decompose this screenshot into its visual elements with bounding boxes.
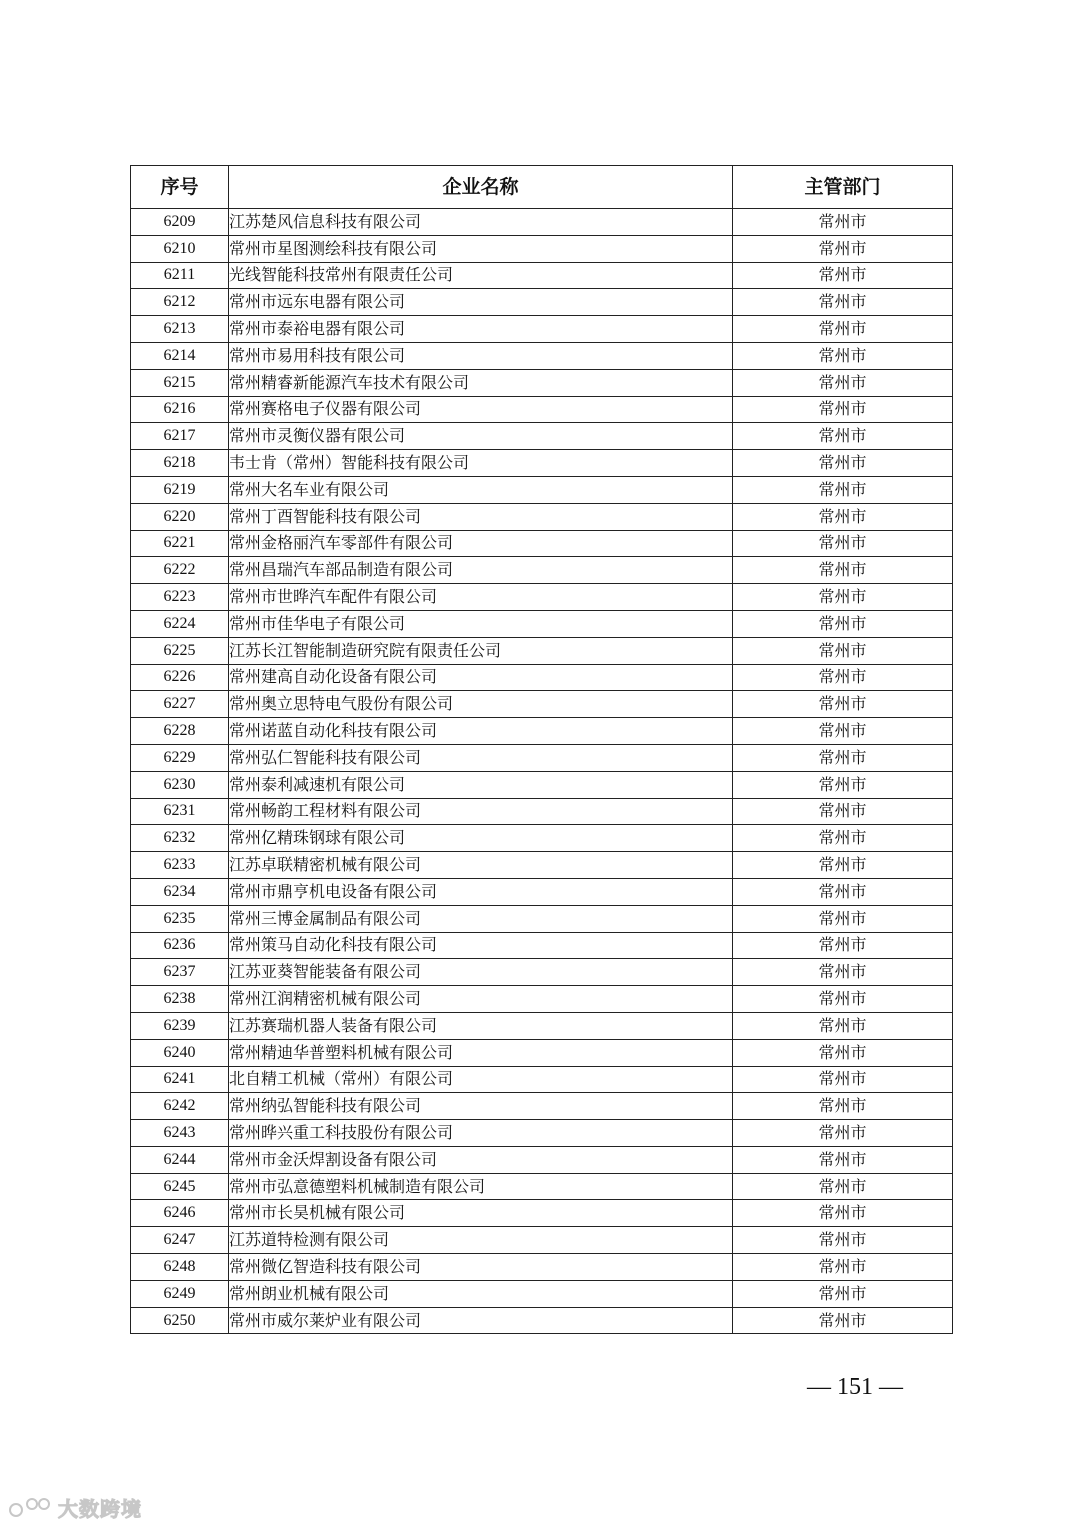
table-row bbox=[131, 584, 953, 611]
serial-number-cell: 6242 bbox=[131, 1093, 229, 1120]
serial-number-cell: 6214 bbox=[131, 342, 229, 369]
table-row bbox=[131, 718, 953, 745]
enterprise-name-cell: 常州丁酉智能科技有限公司 bbox=[229, 503, 733, 530]
department-cell: 常州市 bbox=[733, 1173, 953, 1200]
department-cell: 常州市 bbox=[733, 289, 953, 316]
department-cell: 常州市 bbox=[733, 342, 953, 369]
enterprise-name-cell: 常州建高自动化设备有限公司 bbox=[229, 664, 733, 691]
table-row bbox=[131, 1227, 953, 1254]
department-cell: 常州市 bbox=[733, 1280, 953, 1307]
table-row bbox=[131, 1280, 953, 1307]
enterprise-name-cell: 常州市易用科技有限公司 bbox=[229, 342, 733, 369]
enterprise-table bbox=[130, 165, 953, 1334]
table-row bbox=[131, 450, 953, 477]
department-cell: 常州市 bbox=[733, 1066, 953, 1093]
department-cell: 常州市 bbox=[733, 610, 953, 637]
department-cell: 常州市 bbox=[733, 1120, 953, 1147]
serial-number-cell: 6239 bbox=[131, 1012, 229, 1039]
enterprise-name-cell: 常州江润精密机械有限公司 bbox=[229, 986, 733, 1013]
department-cell: 常州市 bbox=[733, 852, 953, 879]
department-cell: 常州市 bbox=[733, 959, 953, 986]
department-cell: 常州市 bbox=[733, 1093, 953, 1120]
serial-number-cell: 6221 bbox=[131, 530, 229, 557]
serial-number-cell: 6232 bbox=[131, 825, 229, 852]
table-row bbox=[131, 235, 953, 262]
table-row bbox=[131, 209, 953, 236]
enterprise-name-cell: 常州策马自动化科技有限公司 bbox=[229, 932, 733, 959]
serial-number-cell: 6244 bbox=[131, 1146, 229, 1173]
department-cell: 常州市 bbox=[733, 530, 953, 557]
table-row bbox=[131, 262, 953, 289]
table-row bbox=[131, 557, 953, 584]
enterprise-name-cell: 常州市星图测绘科技有限公司 bbox=[229, 235, 733, 262]
table-row bbox=[131, 771, 953, 798]
department-cell: 常州市 bbox=[733, 1227, 953, 1254]
enterprise-name-cell: 常州市威尔莱炉业有限公司 bbox=[229, 1307, 733, 1334]
header-department: 主管部门 bbox=[733, 166, 953, 209]
table-row bbox=[131, 744, 953, 771]
watermark-text: 大数跨境 bbox=[58, 1496, 142, 1521]
table-row bbox=[131, 637, 953, 664]
table-row bbox=[131, 396, 953, 423]
table-body bbox=[131, 209, 953, 1334]
serial-number-cell: 6220 bbox=[131, 503, 229, 530]
serial-number-cell: 6250 bbox=[131, 1307, 229, 1334]
table-row bbox=[131, 825, 953, 852]
enterprise-name-cell: 常州朗业机械有限公司 bbox=[229, 1280, 733, 1307]
table-row bbox=[131, 369, 953, 396]
department-cell: 常州市 bbox=[733, 718, 953, 745]
enterprise-name-cell: 常州昌瑞汽车部品制造有限公司 bbox=[229, 557, 733, 584]
serial-number-cell: 6243 bbox=[131, 1120, 229, 1147]
department-cell: 常州市 bbox=[733, 637, 953, 664]
table-row bbox=[131, 1146, 953, 1173]
enterprise-name-cell: 光线智能科技常州有限责任公司 bbox=[229, 262, 733, 289]
enterprise-name-cell: 常州市弘意德塑料机械制造有限公司 bbox=[229, 1173, 733, 1200]
table-row bbox=[131, 905, 953, 932]
enterprise-name-cell: 常州市泰裕电器有限公司 bbox=[229, 316, 733, 343]
serial-number-cell: 6225 bbox=[131, 637, 229, 664]
department-cell: 常州市 bbox=[733, 396, 953, 423]
department-cell: 常州市 bbox=[733, 1146, 953, 1173]
table-row bbox=[131, 530, 953, 557]
department-cell: 常州市 bbox=[733, 316, 953, 343]
enterprise-name-cell: 常州微亿智造科技有限公司 bbox=[229, 1254, 733, 1281]
serial-number-cell: 6210 bbox=[131, 235, 229, 262]
enterprise-name-cell: 常州三博金属制品有限公司 bbox=[229, 905, 733, 932]
serial-number-cell: 6229 bbox=[131, 744, 229, 771]
enterprise-name-cell: 常州市鼎亨机电设备有限公司 bbox=[229, 878, 733, 905]
department-cell: 常州市 bbox=[733, 744, 953, 771]
department-cell: 常州市 bbox=[733, 584, 953, 611]
department-cell: 常州市 bbox=[733, 691, 953, 718]
department-cell: 常州市 bbox=[733, 1254, 953, 1281]
table-header-row bbox=[131, 166, 953, 209]
table-row bbox=[131, 1093, 953, 1120]
department-cell: 常州市 bbox=[733, 664, 953, 691]
department-cell: 常州市 bbox=[733, 798, 953, 825]
watermark bbox=[8, 1492, 142, 1522]
enterprise-name-cell: 常州市远东电器有限公司 bbox=[229, 289, 733, 316]
enterprise-name-cell: 北自精工机械（常州）有限公司 bbox=[229, 1066, 733, 1093]
enterprise-name-cell: 常州大名车业有限公司 bbox=[229, 476, 733, 503]
table-row bbox=[131, 610, 953, 637]
department-cell: 常州市 bbox=[733, 1307, 953, 1334]
table-row bbox=[131, 691, 953, 718]
table-row bbox=[131, 664, 953, 691]
serial-number-cell: 6209 bbox=[131, 209, 229, 236]
serial-number-cell: 6234 bbox=[131, 878, 229, 905]
serial-number-cell: 6217 bbox=[131, 423, 229, 450]
department-cell: 常州市 bbox=[733, 771, 953, 798]
serial-number-cell: 6237 bbox=[131, 959, 229, 986]
enterprise-name-cell: 常州奥立思特电气股份有限公司 bbox=[229, 691, 733, 718]
serial-number-cell: 6230 bbox=[131, 771, 229, 798]
serial-number-cell: 6248 bbox=[131, 1254, 229, 1281]
department-cell: 常州市 bbox=[733, 235, 953, 262]
enterprise-name-cell: 常州市长昊机械有限公司 bbox=[229, 1200, 733, 1227]
table-row bbox=[131, 1307, 953, 1334]
enterprise-name-cell: 韦士肯（常州）智能科技有限公司 bbox=[229, 450, 733, 477]
department-cell: 常州市 bbox=[733, 503, 953, 530]
table-row bbox=[131, 289, 953, 316]
table-row bbox=[131, 959, 953, 986]
page-number: — 151 — bbox=[807, 1374, 903, 1400]
enterprise-name-cell: 常州市灵衡仪器有限公司 bbox=[229, 423, 733, 450]
serial-number-cell: 6249 bbox=[131, 1280, 229, 1307]
serial-number-cell: 6223 bbox=[131, 584, 229, 611]
table-row bbox=[131, 986, 953, 1013]
table-row bbox=[131, 423, 953, 450]
table-row bbox=[131, 1173, 953, 1200]
enterprise-name-cell: 常州赛格电子仪器有限公司 bbox=[229, 396, 733, 423]
serial-number-cell: 6226 bbox=[131, 664, 229, 691]
enterprise-name-cell: 江苏道特检测有限公司 bbox=[229, 1227, 733, 1254]
serial-number-cell: 6222 bbox=[131, 557, 229, 584]
department-cell: 常州市 bbox=[733, 476, 953, 503]
enterprise-name-cell: 常州金格丽汽车零部件有限公司 bbox=[229, 530, 733, 557]
table-row bbox=[131, 932, 953, 959]
enterprise-name-cell: 常州市世晔汽车配件有限公司 bbox=[229, 584, 733, 611]
serial-number-cell: 6240 bbox=[131, 1039, 229, 1066]
department-cell: 常州市 bbox=[733, 1039, 953, 1066]
department-cell: 常州市 bbox=[733, 1200, 953, 1227]
table-row bbox=[131, 1200, 953, 1227]
department-cell: 常州市 bbox=[733, 1012, 953, 1039]
serial-number-cell: 6216 bbox=[131, 396, 229, 423]
table-row bbox=[131, 503, 953, 530]
header-enterprise-name: 企业名称 bbox=[229, 166, 733, 209]
department-cell: 常州市 bbox=[733, 369, 953, 396]
department-cell: 常州市 bbox=[733, 557, 953, 584]
enterprise-name-cell: 常州晔兴重工科技股份有限公司 bbox=[229, 1120, 733, 1147]
enterprise-name-cell: 常州精迪华普塑料机械有限公司 bbox=[229, 1039, 733, 1066]
enterprise-name-cell: 常州弘仁智能科技有限公司 bbox=[229, 744, 733, 771]
header-serial-number: 序号 bbox=[131, 166, 229, 209]
serial-number-cell: 6213 bbox=[131, 316, 229, 343]
department-cell: 常州市 bbox=[733, 209, 953, 236]
serial-number-cell: 6247 bbox=[131, 1227, 229, 1254]
enterprise-name-cell: 常州市佳华电子有限公司 bbox=[229, 610, 733, 637]
table-row bbox=[131, 1120, 953, 1147]
enterprise-name-cell: 江苏楚风信息科技有限公司 bbox=[229, 209, 733, 236]
serial-number-cell: 6215 bbox=[131, 369, 229, 396]
serial-number-cell: 6235 bbox=[131, 905, 229, 932]
serial-number-cell: 6241 bbox=[131, 1066, 229, 1093]
serial-number-cell: 6218 bbox=[131, 450, 229, 477]
department-cell: 常州市 bbox=[733, 262, 953, 289]
department-cell: 常州市 bbox=[733, 825, 953, 852]
department-cell: 常州市 bbox=[733, 423, 953, 450]
serial-number-cell: 6231 bbox=[131, 798, 229, 825]
serial-number-cell: 6228 bbox=[131, 718, 229, 745]
table-row bbox=[131, 852, 953, 879]
table-row bbox=[131, 1066, 953, 1093]
enterprise-name-cell: 江苏长江智能制造研究院有限责任公司 bbox=[229, 637, 733, 664]
enterprise-name-cell: 常州畅韵工程材料有限公司 bbox=[229, 798, 733, 825]
serial-number-cell: 6211 bbox=[131, 262, 229, 289]
watermark-logo-icon bbox=[8, 1494, 52, 1520]
department-cell: 常州市 bbox=[733, 905, 953, 932]
department-cell: 常州市 bbox=[733, 986, 953, 1013]
enterprise-name-cell: 江苏赛瑞机器人装备有限公司 bbox=[229, 1012, 733, 1039]
table-row bbox=[131, 1254, 953, 1281]
enterprise-name-cell: 江苏卓联精密机械有限公司 bbox=[229, 852, 733, 879]
enterprise-name-cell: 江苏亚葵智能装备有限公司 bbox=[229, 959, 733, 986]
table-row bbox=[131, 878, 953, 905]
serial-number-cell: 6219 bbox=[131, 476, 229, 503]
serial-number-cell: 6224 bbox=[131, 610, 229, 637]
table-row bbox=[131, 342, 953, 369]
department-cell: 常州市 bbox=[733, 878, 953, 905]
enterprise-name-cell: 常州诺蓝自动化科技有限公司 bbox=[229, 718, 733, 745]
serial-number-cell: 6233 bbox=[131, 852, 229, 879]
table-row bbox=[131, 316, 953, 343]
table-row bbox=[131, 476, 953, 503]
serial-number-cell: 6236 bbox=[131, 932, 229, 959]
enterprise-name-cell: 常州亿精珠钢球有限公司 bbox=[229, 825, 733, 852]
enterprise-name-cell: 常州纳弘智能科技有限公司 bbox=[229, 1093, 733, 1120]
serial-number-cell: 6246 bbox=[131, 1200, 229, 1227]
serial-number-cell: 6245 bbox=[131, 1173, 229, 1200]
table-row bbox=[131, 798, 953, 825]
enterprise-name-cell: 常州市金沃焊割设备有限公司 bbox=[229, 1146, 733, 1173]
serial-number-cell: 6227 bbox=[131, 691, 229, 718]
enterprise-name-cell: 常州泰利减速机有限公司 bbox=[229, 771, 733, 798]
department-cell: 常州市 bbox=[733, 450, 953, 477]
serial-number-cell: 6212 bbox=[131, 289, 229, 316]
department-cell: 常州市 bbox=[733, 932, 953, 959]
enterprise-name-cell: 常州精睿新能源汽车技术有限公司 bbox=[229, 369, 733, 396]
table-row bbox=[131, 1039, 953, 1066]
serial-number-cell: 6238 bbox=[131, 986, 229, 1013]
table-row bbox=[131, 1012, 953, 1039]
